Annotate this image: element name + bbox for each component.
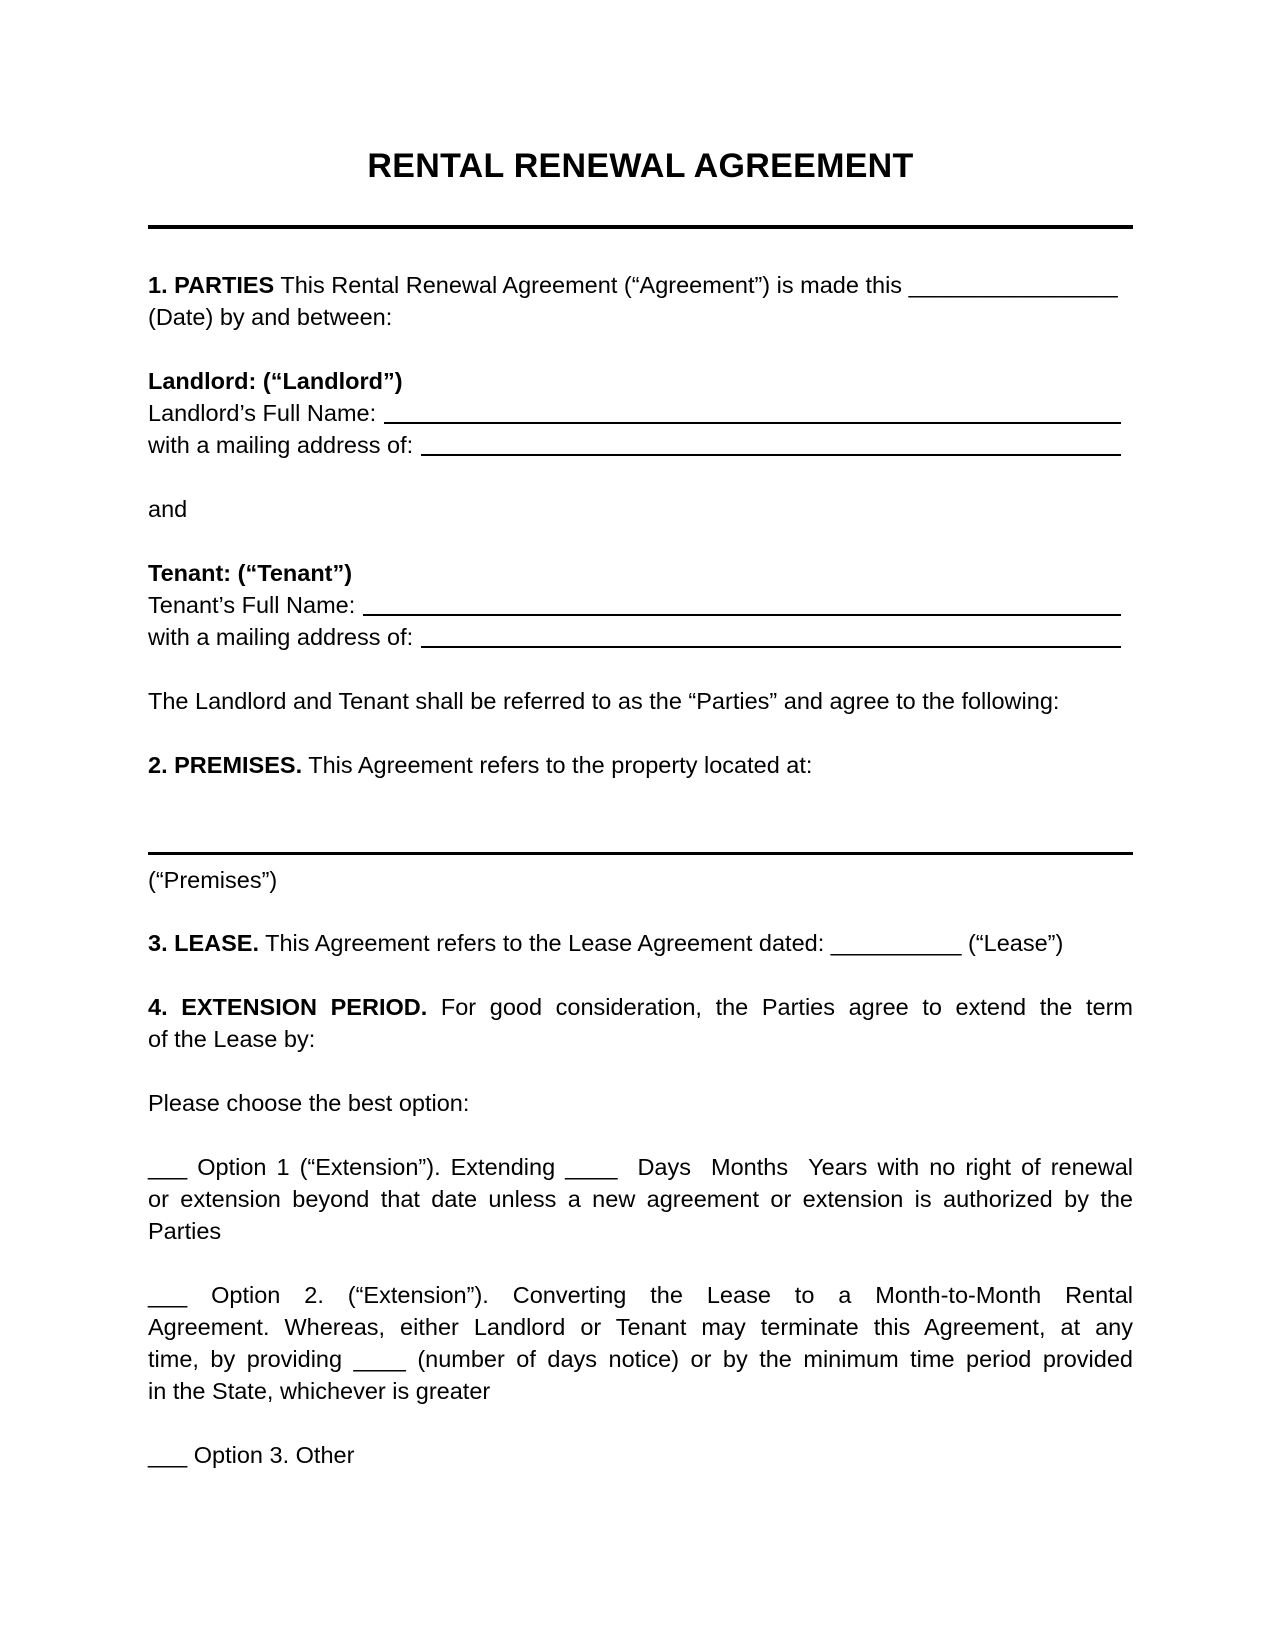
tenant-address-label: with a mailing address of: [148,624,414,650]
parties-text-1: This Rental Renewal Agreement (“Agreement”) is made this ________________ [274,272,1118,298]
landlord-address-row [148,429,1133,461]
section-parties [148,269,1133,333]
parties-heading: 1. PARTIES [148,272,275,298]
premises-blank-line [148,781,1133,855]
landlord-address-blank [421,430,1121,456]
landlord-heading-text: Landlord: (“Landlord”) [148,368,403,394]
title-divider [148,225,1133,229]
option-2-line-3: time, by providing ____ (number of days notice) or by the minimum time period provided [148,1346,1133,1372]
tenant-name-blank [363,590,1121,616]
document-title: RENTAL RENEWAL AGREEMENT [367,147,914,185]
landlord-heading [148,365,1133,397]
premises-line [148,749,1133,781]
extension-text-1: For good consideration, the Parties agree to extend the term [427,994,1133,1020]
tenant-heading [148,557,1133,589]
extension-line-2: of the Lease by: [148,1026,316,1052]
landlord-address-label: with a mailing address of: [148,432,414,458]
option-3: ___ Option 3. Other [148,1442,355,1468]
landlord-name-blank [384,398,1121,424]
premises-caption: (“Premises”) [148,867,278,893]
tenant-name-row [148,589,1133,621]
tenant-block [148,557,1133,653]
option-1-line-2: or extension beyond that date unless a new agreement or extension is authorized by the [148,1186,1133,1212]
option-2-line-2: Agreement. Whereas, either Landlord or Tenant may terminate this Agreement, at any [148,1314,1133,1340]
tenant-heading-text: Tenant: (“Tenant”) [148,560,353,586]
option-2-line-4: in the State, whichever is greater [148,1378,491,1404]
tenant-address-row [148,621,1133,653]
lease-heading: 3. LEASE. [148,930,260,956]
premises-heading: 2. PREMISES. [148,752,303,778]
option-2-line-1: ___ Option 2. (“Extension”). Converting the Lease to a Month-to-Month Rental [148,1282,1133,1308]
section-premises [148,749,1133,781]
parties-line-1 [148,269,1133,301]
lease-text: This Agreement refers to the Lease Agreement dated: __________ (“Lease”) [259,930,1064,956]
tenant-address-blank [421,622,1121,648]
option-1-line-1: ___ Option 1 (“Extension”). Extending ____ Days Months Years with no right of renewal [148,1154,1133,1180]
and-connector: and [148,496,188,522]
landlord-name-label: Landlord’s Full Name: [148,400,377,426]
option-1 [148,1151,1133,1247]
extension-heading: 4. EXTENSION PERIOD. [148,994,428,1020]
landlord-name-row [148,397,1133,429]
premises-text: This Agreement refers to the property located at: [302,752,813,778]
lease-line [148,927,1133,959]
section-lease [148,927,1133,959]
tenant-name-label: Tenant’s Full Name: [148,592,356,618]
option-1-line-3: Parties [148,1218,222,1244]
options-prompt: Please choose the best option: [148,1090,470,1116]
section-extension [148,991,1133,1055]
parties-line-2: (Date) by and between: [148,304,393,330]
parties-note: The Landlord and Tenant shall be referred to as the “Parties” and agree to the following: [148,688,1060,714]
extension-line-1 [148,991,1133,1023]
option-2 [148,1279,1133,1407]
landlord-block [148,365,1133,461]
